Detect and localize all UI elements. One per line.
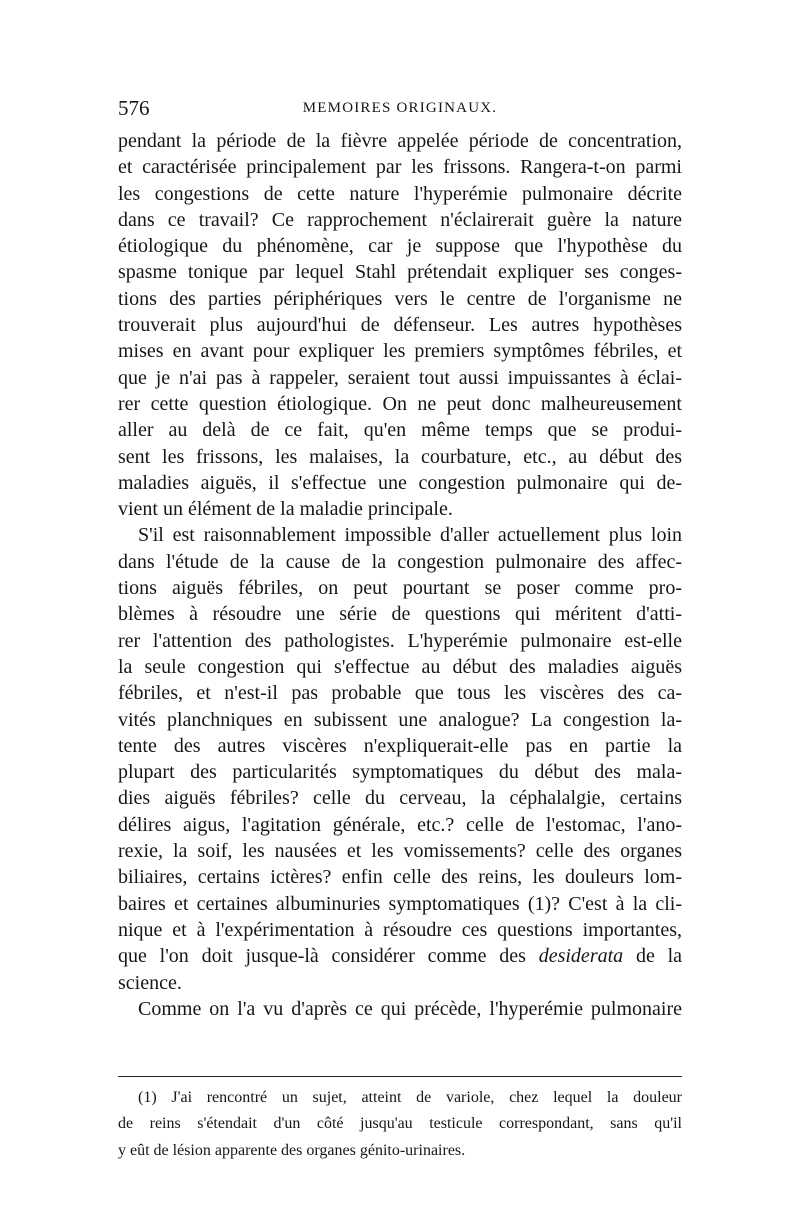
text-line: dans ce travail? Ce rapprochement n'éclairerait guère la nature [118, 208, 682, 231]
text-line: vient un élément de la maladie principale. [118, 498, 453, 521]
text-segment: que l'on doit jusque-là considérer comme des [118, 945, 526, 968]
text-line: tente des autres viscères n'expliquerait-elle pas en partie la [118, 734, 682, 757]
text-line: dans l'étude de la cause de la congestion pulmonaire des affec- [118, 550, 682, 573]
text-line: science. [118, 971, 182, 994]
text-line: délires aigus, l'agitation générale, etc.? celle de l'estomac, l'ano- [118, 813, 682, 836]
text-line: biliaires, certains ictères? enfin celle des reins, les douleurs lom- [118, 866, 682, 889]
running-head: MEMOIRES ORIGINAUX. [302, 100, 498, 116]
paragraph-3 [118, 996, 682, 1022]
text-line: pendant la période de la fièvre appelée période de concentration, [118, 130, 682, 152]
text-line: rer cette question étiologique. On ne peut donc malheureusement [118, 392, 682, 415]
paragraph-1 [118, 128, 682, 522]
text-line: étiologique du phénomène, car je suppose que l'hypothèse du [118, 235, 682, 258]
text-line: fébriles, et n'est-il pas probable que tous les viscères des ca- [118, 682, 682, 705]
text-line: la seule congestion qui s'effectue au début des maladies aiguës [118, 655, 682, 678]
text-line: vités planchniques en subissent une analogue? La congestion la- [118, 708, 682, 731]
text-line [118, 943, 682, 969]
text-line: trouverait plus aujourd'hui de défenseur. Les autres hypothèses [118, 314, 682, 337]
text-line: rexie, la soif, les nausées et les vomissements? celle des organes [118, 840, 682, 863]
footnote-line: de reins s'étendait d'un côté jusqu'au testicule correspondant, sans qu'il [118, 1115, 682, 1133]
text-line: tions des parties périphériques vers le centre de l'organisme ne [118, 287, 682, 310]
text-line: spasme tonique par lequel Stahl prétendait expliquer ses conges- [118, 261, 682, 284]
text-line: baires et certaines albuminuries symptomatiques (1)? C'est à la cli- [118, 892, 682, 915]
text-line: maladies aiguës, il s'effectue une congestion pulmonaire qui de- [118, 471, 682, 494]
text-line: dies aiguës fébriles? celle du cerveau, la céphalalgie, certains [118, 787, 682, 810]
footnote-line: y eût de lésion apparente des organes génito-urinaires. [118, 1141, 466, 1159]
page-header [118, 96, 682, 126]
text-line: mises en avant pour expliquer les premiers symptômes fébriles, et [118, 340, 682, 363]
text-line: aller au delà de ce fait, qu'en même temps que se produi- [118, 419, 682, 442]
text-line: que je n'ai pas à rappeler, seraient tout aussi impuissantes à éclai- [118, 366, 682, 389]
text-line: plupart des particularités symptomatiques du début des mala- [118, 761, 682, 784]
page-number: 576 [118, 96, 150, 120]
text-line: rer l'attention des pathologistes. L'hyperémie pulmonaire est-elle [118, 629, 682, 652]
emphasis-desiderata: desiderata [538, 945, 624, 968]
text-line: S'il est raisonnablement impossible d'aller actuellement plus loin [138, 524, 682, 547]
footnote-line: (1) J'ai rencontré un sujet, atteint de variole, chez lequel la douleur [138, 1089, 682, 1106]
paragraph-2 [118, 522, 682, 995]
footnote [118, 1087, 682, 1166]
text-line: et caractérisée principalement par les frissons. Rangera-t-on parmi [118, 156, 682, 179]
text-line: nique et à l'expérimentation à résoudre ces questions importantes, [118, 918, 682, 941]
text-line: Comme on l'a vu d'après ce qui précède, l'hyperémie pulmonaire [138, 997, 682, 1020]
body-text [118, 128, 682, 1022]
text-line: sent les frissons, les malaises, la courbature, etc., au début des [118, 445, 682, 468]
text-line: blèmes à résoudre une série de questions qui méritent d'atti- [118, 603, 682, 626]
footnote-rule [118, 1076, 682, 1077]
text-segment: de la [635, 945, 683, 968]
text-line: tions aiguës fébriles, on peut pourtant se poser comme pro- [118, 577, 682, 600]
text-line: les congestions de cette nature l'hyperémie pulmonaire décrite [118, 182, 682, 205]
